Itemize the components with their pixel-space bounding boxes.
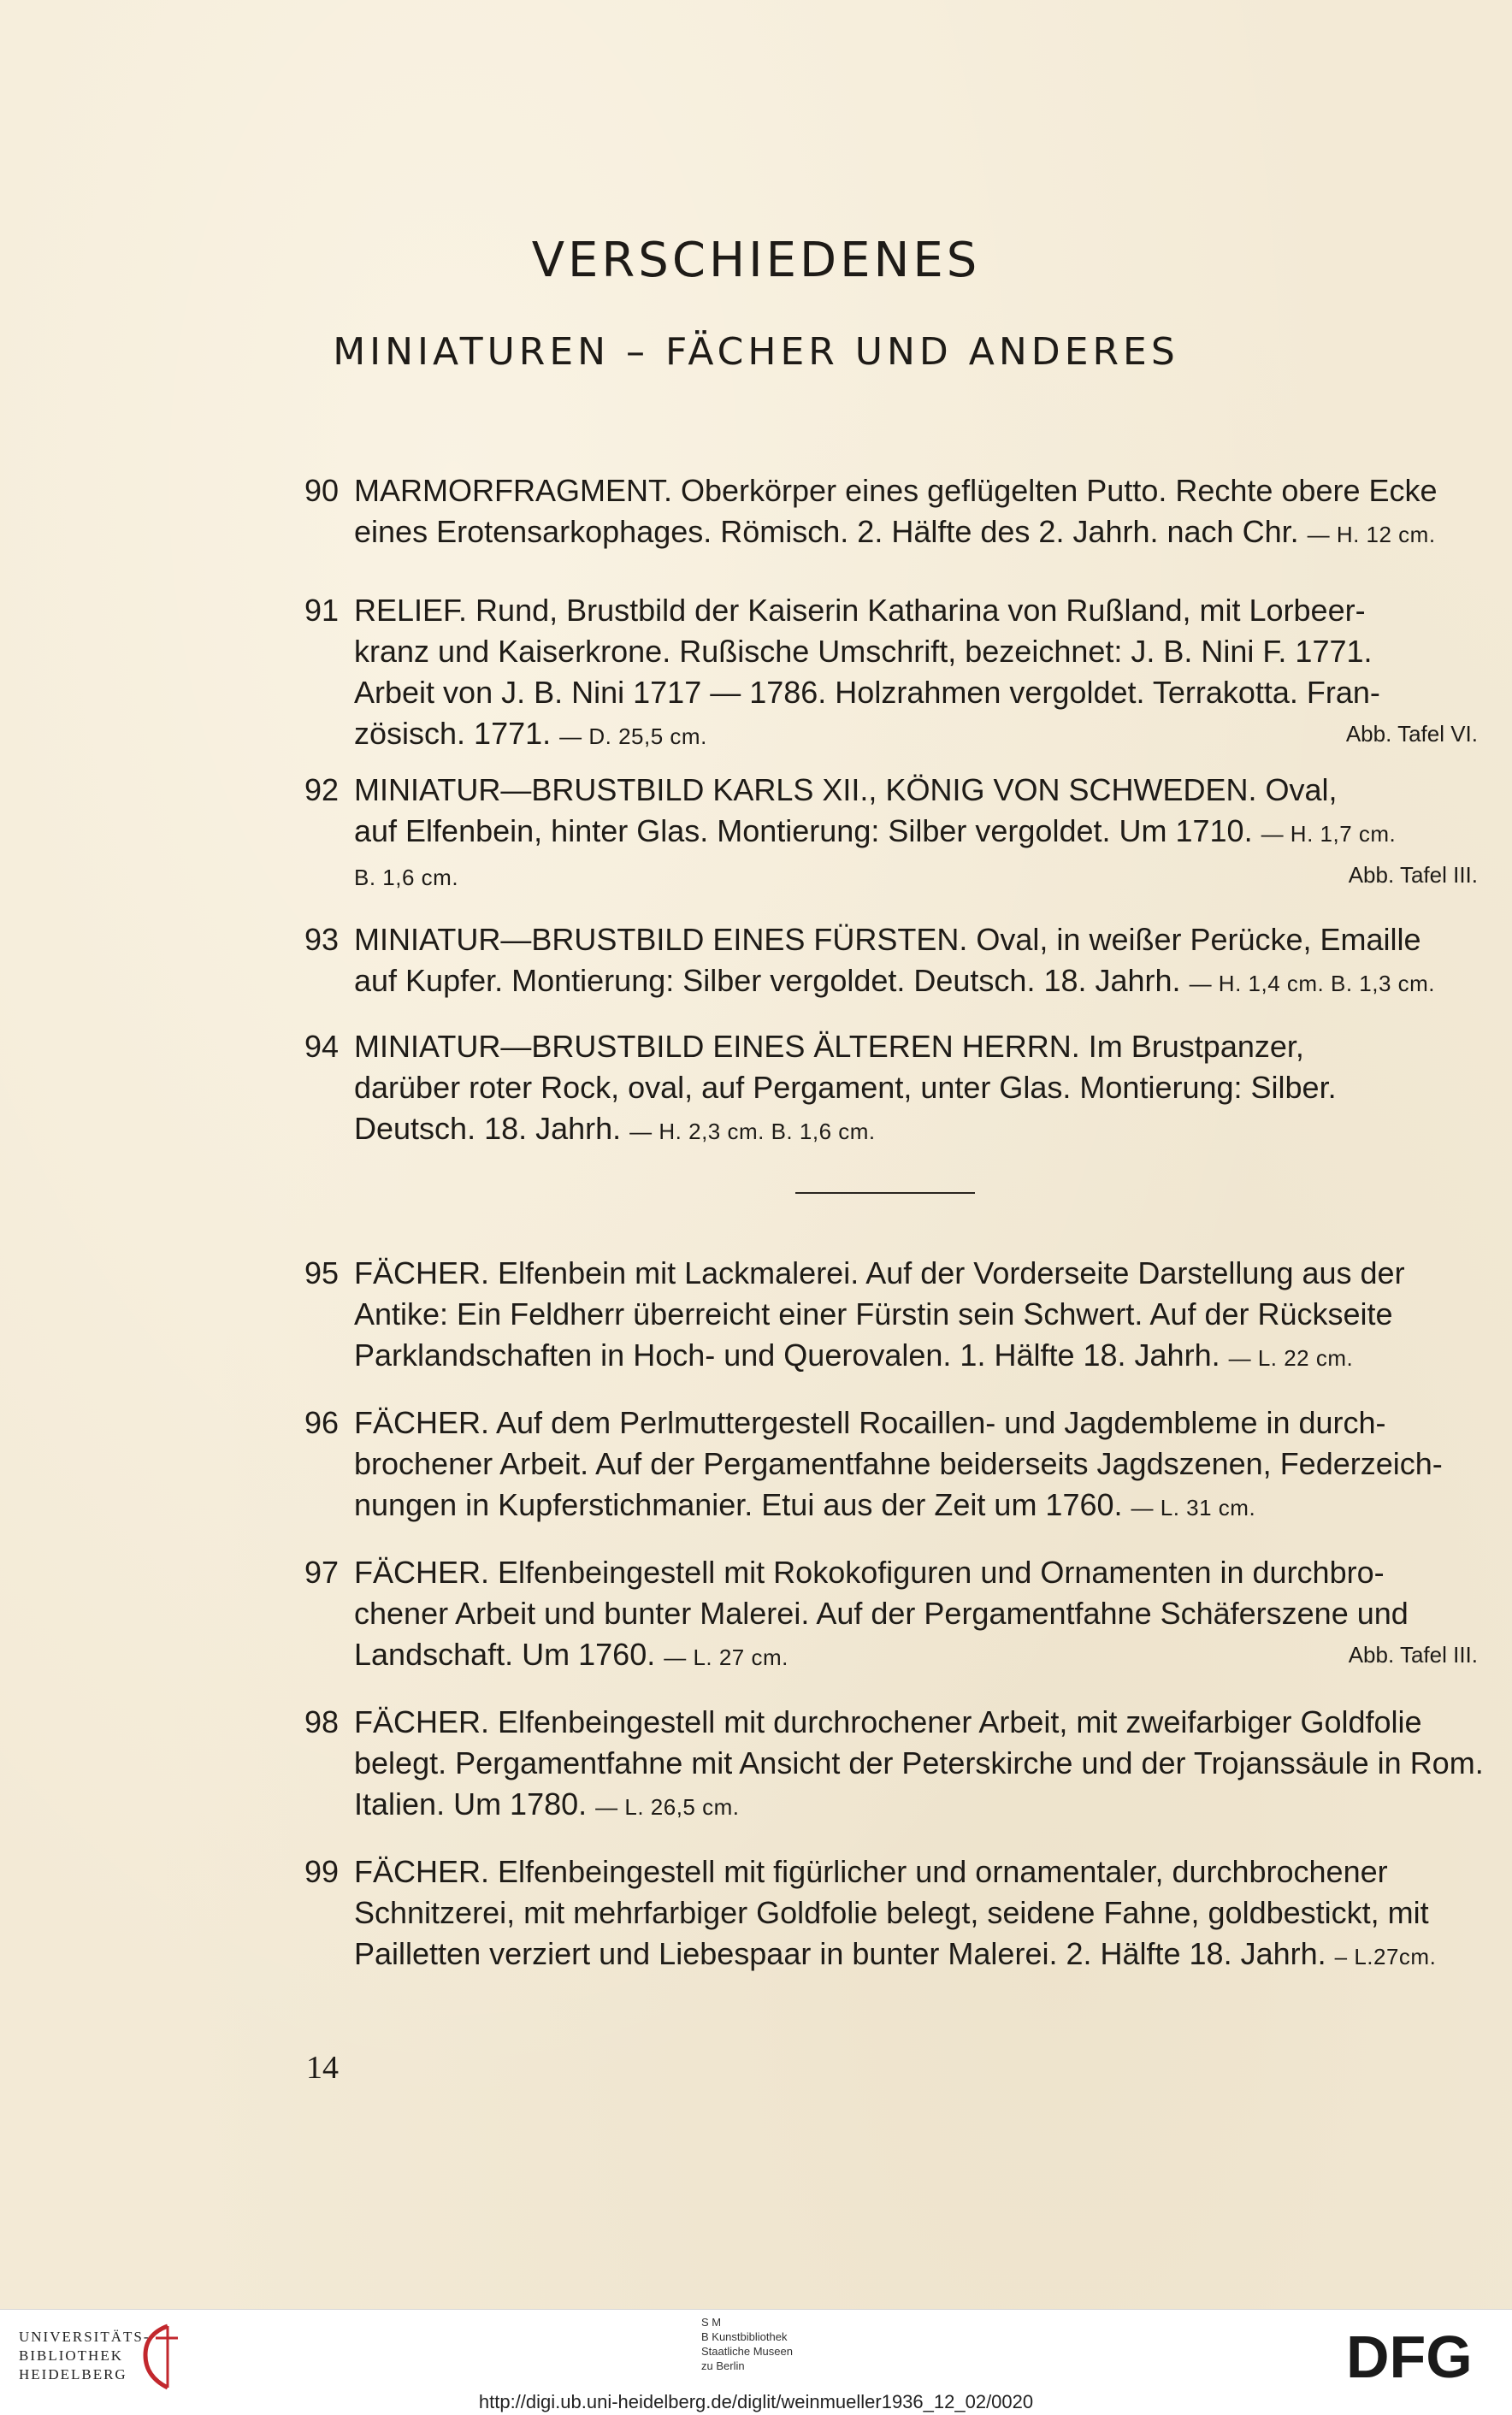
entry-line-text: auf Elfenbein, hinter Glas. Montierung: Silber vergoldet. Um 1710. bbox=[354, 813, 1261, 848]
entry-line-text: FÄCHER. Elfenbein mit Lackmalerei. Auf der Vorderseite Darstellung aus der bbox=[354, 1255, 1405, 1290]
entry-line bbox=[354, 713, 1478, 757]
entry-line bbox=[354, 672, 1478, 713]
entry-line bbox=[354, 1743, 1484, 1784]
entry-line bbox=[354, 811, 1478, 854]
museum-credit-line: zu Berlin bbox=[701, 2359, 745, 2372]
entry-line bbox=[354, 1634, 1478, 1678]
entry-measurement: B. 1,6 cm. bbox=[354, 865, 459, 890]
entry-line-text: zösisch. 1771. bbox=[354, 716, 560, 751]
entry-line bbox=[354, 919, 1478, 960]
entry-number: 96 bbox=[304, 1405, 340, 1440]
entry-measurement: — H. 1,7 cm. bbox=[1261, 821, 1397, 847]
entry-line bbox=[354, 470, 1478, 511]
entry-line bbox=[354, 1402, 1478, 1444]
university-logo-line: HEIDELBERG bbox=[19, 2366, 127, 2383]
museum-credit-line: S M bbox=[701, 2316, 722, 2329]
entry-text bbox=[354, 919, 1478, 1004]
entry-line-text: brochener Arbeit. Auf der Pergamentfahne beiderseits Jagdszenen, Federzeich- bbox=[354, 1446, 1443, 1481]
entry-line bbox=[354, 590, 1478, 631]
entry-line-text: RELIEF. Rund, Brustbild der Kaiserin Katharina von Rußland, mit Lorbeer- bbox=[354, 593, 1366, 628]
entry-measurement: — L. 26,5 cm. bbox=[595, 1794, 740, 1820]
entry-text bbox=[354, 1552, 1478, 1678]
entry-text bbox=[354, 590, 1478, 757]
entry-measurement: — L. 22 cm. bbox=[1228, 1345, 1354, 1371]
entry-line-text: auf Kupfer. Montierung: Silber vergoldet. Deutsch. 18. Jahrh. bbox=[354, 963, 1190, 998]
entry-number: 90 bbox=[304, 473, 340, 508]
university-emblem-icon bbox=[133, 2321, 185, 2393]
entry-line bbox=[354, 1784, 1478, 1827]
entry-line bbox=[354, 1294, 1478, 1335]
entry-line bbox=[354, 1552, 1478, 1593]
entry-measurement: — H. 2,3 cm. B. 1,6 cm. bbox=[629, 1119, 876, 1144]
entry-line-text: kranz und Kaiserkrone. Rußische Umschrift, bezeichnet: J. B. Nini F. 1771. bbox=[354, 634, 1373, 669]
entry-number: 99 bbox=[304, 1854, 340, 1889]
museum-credit bbox=[701, 2315, 872, 2373]
entry-line-text: Deutsch. 18. Jahrh. bbox=[354, 1111, 630, 1146]
university-logo-line: BIBLIOTHEK bbox=[19, 2347, 123, 2364]
entry-line bbox=[354, 960, 1478, 1004]
entry-line-text: chener Arbeit und bunter Malerei. Auf der Pergamentfahne Schäferszene und bbox=[354, 1596, 1409, 1631]
entry-line bbox=[354, 511, 1478, 555]
entry-number: 93 bbox=[304, 922, 340, 957]
entry-line bbox=[354, 1851, 1478, 1892]
entry-line-text: Arbeit von J. B. Nini 1717 — 1786. Holzrahmen vergoldet. Terrakotta. Fran- bbox=[354, 675, 1380, 710]
entry-text bbox=[354, 470, 1478, 555]
entry-text bbox=[354, 1253, 1478, 1379]
entry-line-text: FÄCHER. Auf dem Perlmuttergestell Rocaillen- und Jagdembleme in durch- bbox=[354, 1405, 1386, 1440]
dfg-logo[interactable] bbox=[1344, 2324, 1497, 2384]
entry-line-text: Italien. Um 1780. bbox=[354, 1786, 596, 1822]
entry-line-text: Pailletten verziert und Liebespaar in bunter Malerei. 2. Hälfte 18. Jahrh. bbox=[354, 1936, 1335, 1971]
section-divider bbox=[795, 1192, 975, 1194]
entry-line bbox=[354, 1892, 1478, 1934]
entry-measurement: – L.27cm. bbox=[1334, 1944, 1437, 1969]
entry-number: 91 bbox=[304, 593, 340, 628]
entry-line-text: FÄCHER. Elfenbeingestell mit figürlicher und ornamentaler, durchbrochener bbox=[354, 1854, 1388, 1889]
entry-number: 92 bbox=[304, 772, 340, 807]
entry-line-text: MARMORFRAGMENT. Oberkörper eines geflügelten Putto. Rechte obere Ecke bbox=[354, 473, 1438, 508]
entry-line-text: Antike: Ein Feldherr überreicht einer Fürstin sein Schwert. Auf der Rückseite bbox=[354, 1296, 1393, 1331]
entry-line bbox=[354, 1253, 1478, 1294]
section-subtitle: MINIATUREN – FÄCHER UND ANDERES bbox=[333, 330, 1179, 374]
entry-line-text: nungen in Kupferstichmanier. Etui aus der Zeit um 1760. bbox=[354, 1487, 1131, 1522]
entry-line bbox=[354, 1485, 1478, 1528]
entry-line-text: Landschaft. Um 1760. bbox=[354, 1637, 664, 1672]
entry-measurement: — L. 31 cm. bbox=[1131, 1495, 1256, 1520]
entry-line-text: eines Erotensarkophages. Römisch. 2. Hälfte des 2. Jahrh. nach Chr. bbox=[354, 514, 1308, 549]
entry-line bbox=[354, 854, 1478, 898]
entry-text bbox=[354, 770, 1478, 898]
page-number: 14 bbox=[306, 2050, 339, 2086]
entry-line bbox=[354, 770, 1478, 811]
entry-line-text: belegt. Pergamentfahne mit Ansicht der Peterskirche und der Trojanssäule in Rom. bbox=[354, 1745, 1484, 1780]
entry-line bbox=[354, 1934, 1478, 1977]
plate-reference: Abb. Tafel VI. bbox=[1345, 721, 1478, 747]
plate-reference: Abb. Tafel III. bbox=[1348, 1642, 1478, 1668]
entry-line-text: MINIATUR—BRUSTBILD EINES FÜRSTEN. Oval, in weißer Perücke, Emaille bbox=[354, 922, 1421, 957]
university-logo-line: UNIVERSITÄTS- bbox=[19, 2329, 151, 2345]
entry-text bbox=[354, 1402, 1478, 1528]
entry-line-text: MINIATUR—BRUSTBILD EINES ÄLTEREN HERRN. Im Brustpanzer, bbox=[354, 1029, 1304, 1064]
entry-measurement: — L. 27 cm. bbox=[664, 1644, 788, 1670]
entry-measurement: — H. 1,4 cm. B. 1,3 cm. bbox=[1189, 971, 1436, 996]
entry-line bbox=[354, 1067, 1478, 1108]
entry-line bbox=[354, 1108, 1478, 1152]
entry-line bbox=[354, 1335, 1478, 1379]
entry-measurement: — H. 12 cm. bbox=[1307, 522, 1436, 547]
entry-line-text: darüber roter Rock, oval, auf Pergament, unter Glas. Montierung: Silber. bbox=[354, 1070, 1337, 1105]
dfg-logo-text: DFG bbox=[1346, 2324, 1473, 2384]
entry-line-text: FÄCHER. Elfenbeingestell mit Rokokofiguren und Ornamenten in durchbro- bbox=[354, 1555, 1385, 1590]
museum-credit-line: Staatliche Museen bbox=[701, 2345, 793, 2358]
entry-text bbox=[354, 1026, 1478, 1152]
entry-number: 95 bbox=[304, 1255, 340, 1290]
entry-measurement: — D. 25,5 cm. bbox=[559, 723, 707, 749]
entry-number: 97 bbox=[304, 1555, 340, 1590]
plate-reference: Abb. Tafel III. bbox=[1348, 862, 1478, 888]
entry-number: 98 bbox=[304, 1704, 340, 1739]
entry-line-text: FÄCHER. Elfenbeingestell mit durchrochener Arbeit, mit zweifarbiger Goldfolie bbox=[354, 1704, 1422, 1739]
entry-line bbox=[354, 1593, 1478, 1634]
entry-line bbox=[354, 631, 1478, 672]
entry-line-text: Parklandschaften in Hoch- und Querovalen. 1. Hälfte 18. Jahrh. bbox=[354, 1337, 1229, 1373]
source-url-link[interactable]: http://digi.ub.uni-heidelberg.de/diglit/weinmueller1936_12_02/0020 bbox=[478, 2391, 1034, 2412]
entry-line bbox=[354, 1026, 1478, 1067]
entry-line-text: MINIATUR—BRUSTBILD KARLS XII., KÖNIG VON SCHWEDEN. Oval, bbox=[354, 772, 1338, 807]
entry-line bbox=[354, 1444, 1478, 1485]
entry-line-text: Schnitzerei, mit mehrfarbiger Goldfolie belegt, seidene Fahne, goldbestickt, mit bbox=[354, 1895, 1429, 1930]
entry-number: 94 bbox=[304, 1029, 340, 1064]
entry-text bbox=[354, 1702, 1484, 1827]
museum-credit-line: B Kunstbibliothek bbox=[701, 2330, 788, 2343]
section-title: VERSCHIEDENES bbox=[531, 233, 981, 288]
entry-text bbox=[354, 1851, 1478, 1977]
entry-line bbox=[354, 1702, 1478, 1743]
